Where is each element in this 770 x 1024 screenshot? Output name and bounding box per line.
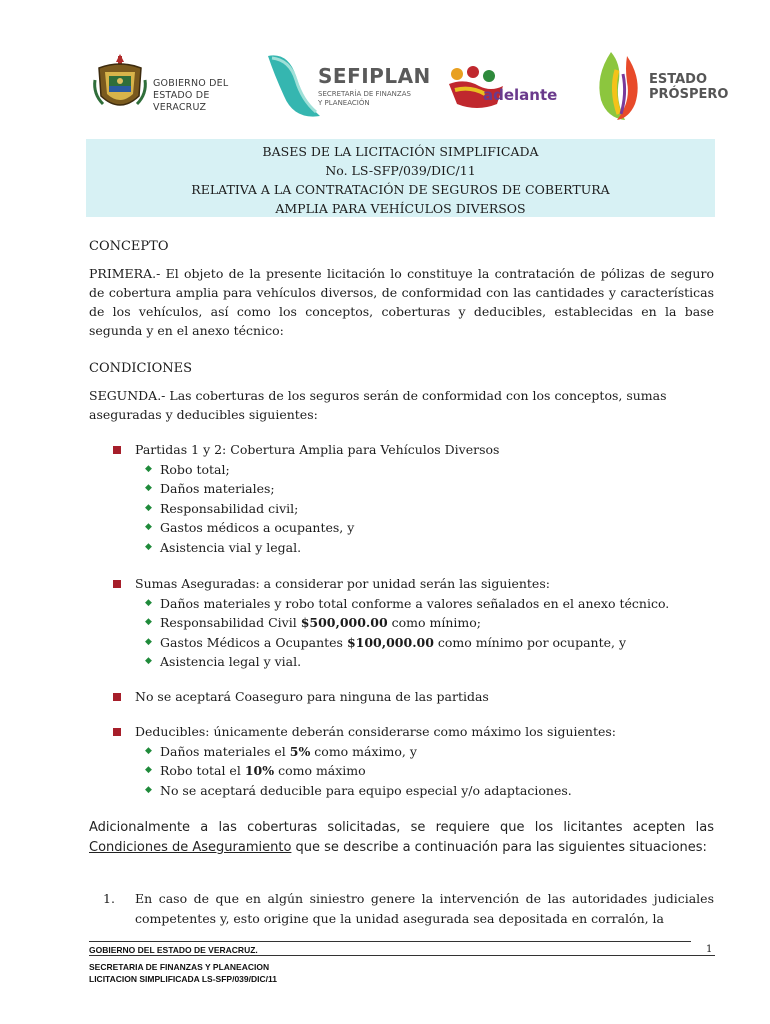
logo-sefiplan — [266, 50, 431, 120]
sumas-item2-pre: Responsabilidad Civil — [160, 615, 301, 630]
square-bullet-icon — [113, 580, 121, 588]
square-bullet-icon — [113, 446, 121, 454]
list-item: ◆ Gastos médicos a ocupantes, y — [145, 518, 714, 538]
paragraph-primera — [89, 264, 714, 340]
page-number: 1 — [706, 944, 713, 955]
paragraph-adicional — [89, 818, 714, 858]
numbered-list — [89, 889, 714, 928]
title-line-4: AMPLIA PARA VEHÍCULOS DIVERSOS — [275, 201, 526, 216]
title-line-1: BASES DE LA LICITACIÓN SIMPLIFICADA — [262, 144, 539, 159]
sumas-list — [145, 594, 714, 672]
deducibles-text: únicamente deberán considerarse como máximo los siguientes: — [209, 724, 617, 739]
clause-label-segunda: SEGUNDA.- — [89, 388, 166, 403]
estado-logo-line1: ESTADO — [649, 72, 708, 87]
clause-text-primera: El objeto de la presente licitación lo constituye la contratación de pólizas de seguro de cobertura amplia para vehículos diversos, de conformidad con las cantidades y características de los vehículos, así como los conceptos, coberturas y deducibles, establecidas en la base segunda y en el anexo técnico: — [89, 266, 714, 338]
list-item: ◆ Robo total; — [145, 460, 714, 480]
sumas-item2-amount: $500,000.00 — [300, 615, 388, 630]
footer-line-2: SECRETARIA DE FINANZAS Y PLANEACION — [89, 962, 270, 972]
title-line-2: No. LS-SFP/039/DIC/11 — [325, 163, 476, 178]
partidas-list — [145, 460, 714, 558]
sumas-item3-amount: $100,000.00 — [346, 634, 434, 650]
sumas-label: Sumas Aseguradas — [135, 576, 256, 591]
deducibles-line — [135, 722, 714, 742]
condiciones-aseguramiento-text: Condiciones de Aseguramiento — [89, 840, 292, 855]
list-item: ◆ Responsabilidad civil; — [145, 499, 714, 519]
sumas-item2-post: como mínimo; — [387, 615, 482, 630]
document-title-box — [86, 139, 715, 217]
logo-gobierno-veracruz — [91, 50, 261, 120]
estado-logo-line2: PRÓSPERO — [649, 87, 729, 102]
section-heading-concepto: CONCEPTO — [89, 239, 169, 254]
sumas-item3-post: como mínimo por ocupante, y — [433, 634, 627, 650]
adelante-logo-text: adelante — [483, 86, 558, 104]
footer-line-1: GOBIERNO DEL ESTADO DE VERACRUZ. — [89, 945, 258, 955]
sumas-text: : a considerar por unidad serán las siguientes: — [255, 576, 550, 591]
clause-label-primera: PRIMERA.- — [89, 266, 161, 281]
deducibles-label: Deducibles: — [135, 724, 210, 739]
sumas-item3-pre: Gastos Médicos a Ocupantes — [160, 634, 347, 650]
paragraph-segunda — [89, 386, 714, 424]
veracruz-logo-text — [153, 78, 261, 114]
deducibles-item1-post: como máximo, y — [310, 743, 417, 759]
list-item — [145, 761, 714, 781]
sefiplan-sub1: SECRETARÍA DE FINANZAS — [318, 90, 411, 98]
partidas-label: Partidas 1 y 2: — [135, 442, 227, 457]
deducibles-item1-pre: Daños materiales el — [160, 743, 290, 759]
list-item: ◆ Daños materiales y robo total conforme a valores señalados en el anexo técnico. — [145, 594, 714, 614]
footer-line-3: LICITACION SIMPLIFICADA LS-SFP/039/DIC/11 — [89, 974, 277, 984]
footer-divider — [89, 941, 691, 942]
list-item: ◆ No se aceptará deducible para equipo especial y/o adaptaciones. — [145, 781, 714, 801]
list-block-deducibles — [89, 722, 714, 800]
page-footer — [89, 944, 277, 985]
clause-text-segunda: Las coberturas de los seguros serán de conformidad con los conceptos, sumas aseguradas y deducibles siguientes: — [89, 388, 667, 422]
veracruz-seal-icon — [91, 50, 149, 116]
numbered-item-number: 1. — [103, 891, 115, 906]
sumas-line — [135, 574, 714, 594]
list-block-sumas — [89, 574, 714, 672]
logo-adelante — [441, 50, 561, 120]
partidas-line — [135, 440, 714, 460]
estado-prospero-leaf-icon — [591, 50, 647, 122]
list-item — [145, 742, 714, 762]
deducibles-item1-pct: 5% — [289, 743, 311, 759]
partidas-text: Cobertura Amplia para Vehículos Diversos — [230, 442, 500, 457]
adicional-pre: Adicionalmente a las coberturas solicitadas, se requiere que los licitantes acepten las — [89, 820, 714, 835]
adicional-post: que se describe a continuación para las siguientes situaciones: — [291, 840, 707, 855]
veracruz-logo-line1: GOBIERNO DEL — [153, 78, 229, 89]
deducibles-item2-post: como máximo — [274, 763, 366, 778]
deducibles-item2-pct: 10% — [244, 763, 275, 778]
sefiplan-title: SEFIPLAN — [318, 64, 431, 88]
section-heading-condiciones: CONDICIONES — [89, 361, 193, 376]
list-item — [145, 613, 714, 633]
veracruz-logo-line2: ESTADO DE VERACRUZ — [153, 90, 210, 113]
sefiplan-subtitle — [318, 90, 411, 108]
estado-prospero-text — [649, 72, 728, 102]
list-block-partidas — [89, 440, 714, 557]
sefiplan-sub2: Y PLANEACIÓN — [318, 99, 370, 107]
list-item: ◆ Daños materiales; — [145, 479, 714, 499]
deducibles-list — [145, 742, 714, 801]
list-item: ◆ Asistencia legal y vial. — [145, 652, 714, 672]
numbered-item-text: En caso de que en algún siniestro genere la intervención de las autoridades judiciales competentes y, esto origine que la unidad asegurada sea depositada en corralón, la — [135, 891, 714, 926]
sefiplan-wave-icon — [266, 50, 322, 122]
list-block-coaseguro — [89, 687, 714, 707]
list-item: ◆ Asistencia vial y legal. — [145, 538, 714, 558]
square-bullet-icon — [113, 728, 121, 736]
logo-estado-prospero — [591, 50, 741, 120]
square-bullet-icon — [113, 693, 121, 701]
deducibles-item2-pre: Robo total el — [160, 763, 245, 778]
coaseguro-text: No se aceptará Coaseguro para ninguna de las partidas — [135, 689, 489, 704]
header-logos — [86, 50, 736, 120]
title-line-3: RELATIVA A LA CONTRATACIÓN DE SEGUROS DE COBERTURA — [191, 182, 610, 197]
list-item — [145, 633, 714, 653]
